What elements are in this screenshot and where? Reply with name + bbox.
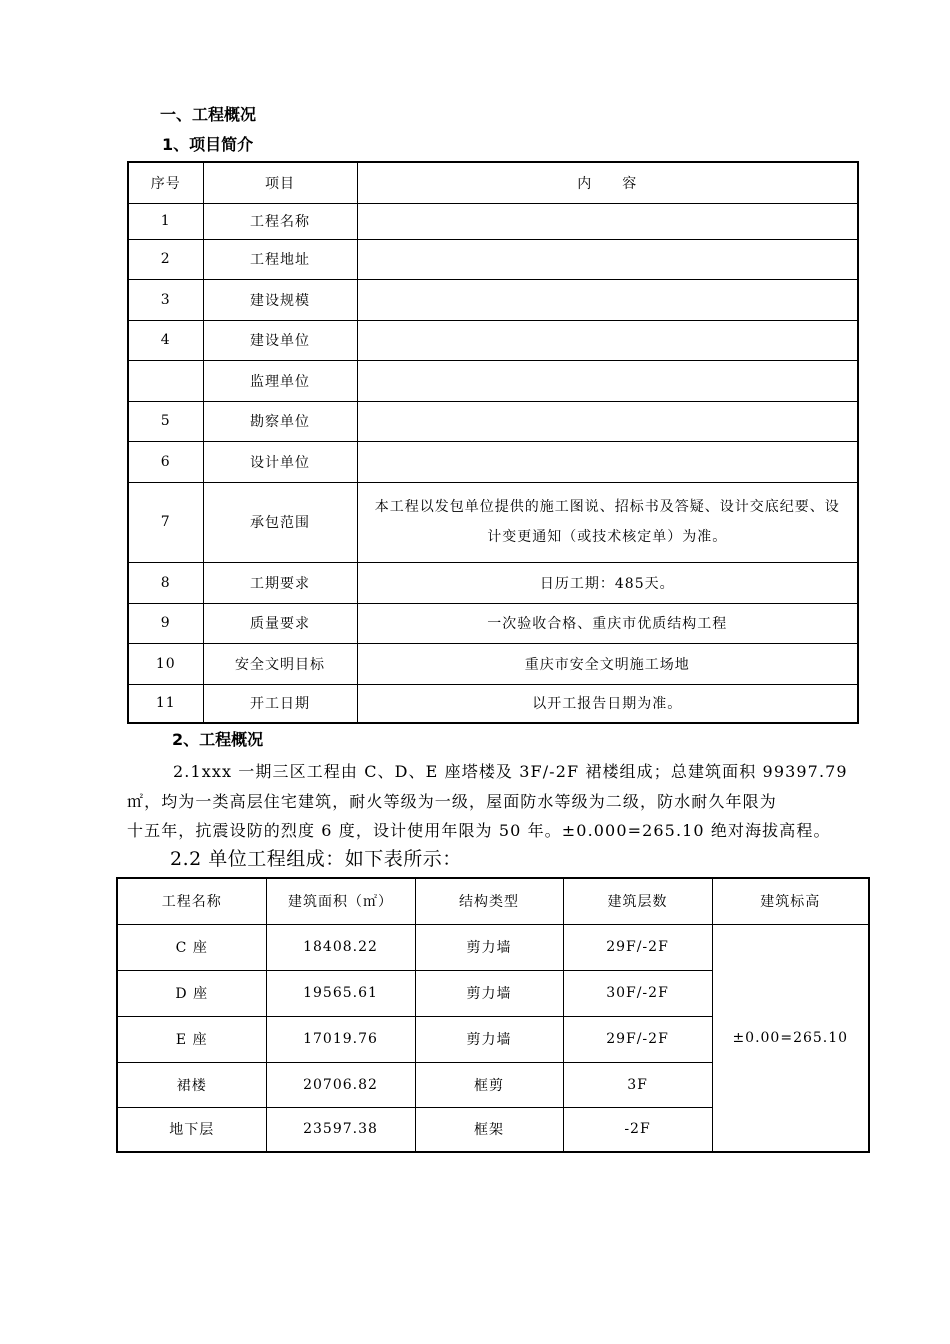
row-no: 2 bbox=[128, 239, 203, 279]
row-no: 8 bbox=[128, 562, 203, 603]
row-item: 工期要求 bbox=[203, 562, 357, 603]
row-item: 勘察单位 bbox=[203, 401, 357, 441]
unit-composition-table bbox=[116, 877, 870, 1153]
project-intro-table bbox=[127, 161, 859, 724]
row-no: 10 bbox=[128, 643, 203, 684]
row-item: 监理单位 bbox=[203, 360, 357, 401]
row-no: 9 bbox=[128, 603, 203, 643]
cell-name: 裙楼 bbox=[117, 1062, 266, 1107]
row-content: 一次验收合格、重庆市优质结构工程 bbox=[357, 603, 858, 643]
row-item: 质量要求 bbox=[203, 603, 357, 643]
cell-name: C 座 bbox=[117, 924, 266, 970]
row-no: 3 bbox=[128, 279, 203, 320]
cell-structure: 剪力墙 bbox=[415, 970, 563, 1016]
row-content: 本工程以发包单位提供的施工图说、招标书及答疑、设计交底纪要、设计变更通知（或技术核定单）为准。 bbox=[357, 482, 858, 562]
header-cell-floors: 建筑层数 bbox=[563, 878, 712, 924]
paragraph-line: ㎡，均为一类高层住宅建筑，耐火等级为一级，屋面防水等级为二级，防水耐久年限为 bbox=[127, 791, 777, 811]
cell-area: 23597.38 bbox=[266, 1107, 415, 1152]
row-no: 7 bbox=[128, 482, 203, 562]
table-header-row bbox=[128, 162, 858, 203]
table-row bbox=[128, 320, 858, 360]
cell-area: 20706.82 bbox=[266, 1062, 415, 1107]
table-header-row bbox=[117, 878, 869, 924]
row-no bbox=[128, 360, 203, 401]
row-item: 建设单位 bbox=[203, 320, 357, 360]
table-row bbox=[128, 279, 858, 320]
row-content: 日历工期：485天。 bbox=[357, 562, 858, 603]
cell-structure: 剪力墙 bbox=[415, 924, 563, 970]
header-cell-no: 序号 bbox=[128, 162, 203, 203]
row-no: 6 bbox=[128, 441, 203, 482]
row-no: 11 bbox=[128, 684, 203, 723]
table-row bbox=[128, 482, 858, 562]
header-cell-content: 内 容 bbox=[357, 162, 858, 203]
table-row bbox=[128, 239, 858, 279]
cell-floors: 29F/-2F bbox=[563, 1016, 712, 1062]
subheading-project-intro: 1、项目简介 bbox=[162, 135, 254, 154]
row-item: 建设规模 bbox=[203, 279, 357, 320]
table-row bbox=[128, 643, 858, 684]
cell-floors: 3F bbox=[563, 1062, 712, 1107]
table-row bbox=[117, 924, 869, 970]
row-content: 以开工报告日期为准。 bbox=[357, 684, 858, 723]
table-row bbox=[128, 603, 858, 643]
row-item: 安全文明目标 bbox=[203, 643, 357, 684]
table-row bbox=[128, 441, 858, 482]
section-heading-overview: 一、工程概况 bbox=[160, 105, 257, 124]
row-content: 重庆市安全文明施工场地 bbox=[357, 643, 858, 684]
row-no: 1 bbox=[128, 203, 203, 239]
cell-structure: 框架 bbox=[415, 1107, 563, 1152]
header-cell-structure: 结构类型 bbox=[415, 878, 563, 924]
cell-name: E 座 bbox=[117, 1016, 266, 1062]
row-item: 开工日期 bbox=[203, 684, 357, 723]
row-item: 工程地址 bbox=[203, 239, 357, 279]
cell-structure: 框剪 bbox=[415, 1062, 563, 1107]
table-row bbox=[128, 203, 858, 239]
table-row bbox=[128, 562, 858, 603]
cell-name: D 座 bbox=[117, 970, 266, 1016]
row-content bbox=[357, 239, 858, 279]
table-row bbox=[128, 401, 858, 441]
row-content bbox=[357, 203, 858, 239]
header-cell-area: 建筑面积（㎡） bbox=[266, 878, 415, 924]
subheading-unit-composition: 2.2 单位工程组成：如下表所示： bbox=[170, 848, 462, 870]
cell-floors: 30F/-2F bbox=[563, 970, 712, 1016]
row-content bbox=[357, 360, 858, 401]
table-row bbox=[128, 684, 858, 723]
header-cell-elevation: 建筑标高 bbox=[712, 878, 869, 924]
cell-area: 19565.61 bbox=[266, 970, 415, 1016]
paragraph-line: 十五年，抗震设防的烈度 6 度，设计使用年限为 50 年。±0.000=265.10 绝对海拔高程。 bbox=[127, 821, 831, 840]
header-cell-item: 项目 bbox=[203, 162, 357, 203]
row-no: 4 bbox=[128, 320, 203, 360]
row-content bbox=[357, 401, 858, 441]
table-row bbox=[128, 360, 858, 401]
row-item: 承包范围 bbox=[203, 482, 357, 562]
row-item: 工程名称 bbox=[203, 203, 357, 239]
cell-elevation: ±0.00=265.10 bbox=[712, 924, 869, 1152]
row-content bbox=[357, 441, 858, 482]
cell-floors: 29F/-2F bbox=[563, 924, 712, 970]
cell-name: 地下层 bbox=[117, 1107, 266, 1152]
subheading-overview: 2、工程概况 bbox=[172, 730, 264, 749]
cell-area: 17019.76 bbox=[266, 1016, 415, 1062]
row-content bbox=[357, 320, 858, 360]
overview-paragraph bbox=[127, 757, 859, 846]
cell-structure: 剪力墙 bbox=[415, 1016, 563, 1062]
paragraph-line: 2.1xxx 一期三区工程由 C、D、E 座塔楼及 3F/-2F 裙楼组成；总建筑面积 99397.79 bbox=[173, 762, 848, 781]
cell-area: 18408.22 bbox=[266, 924, 415, 970]
row-no: 5 bbox=[128, 401, 203, 441]
cell-floors: -2F bbox=[563, 1107, 712, 1152]
row-item: 设计单位 bbox=[203, 441, 357, 482]
row-content bbox=[357, 279, 858, 320]
header-cell-name: 工程名称 bbox=[117, 878, 266, 924]
